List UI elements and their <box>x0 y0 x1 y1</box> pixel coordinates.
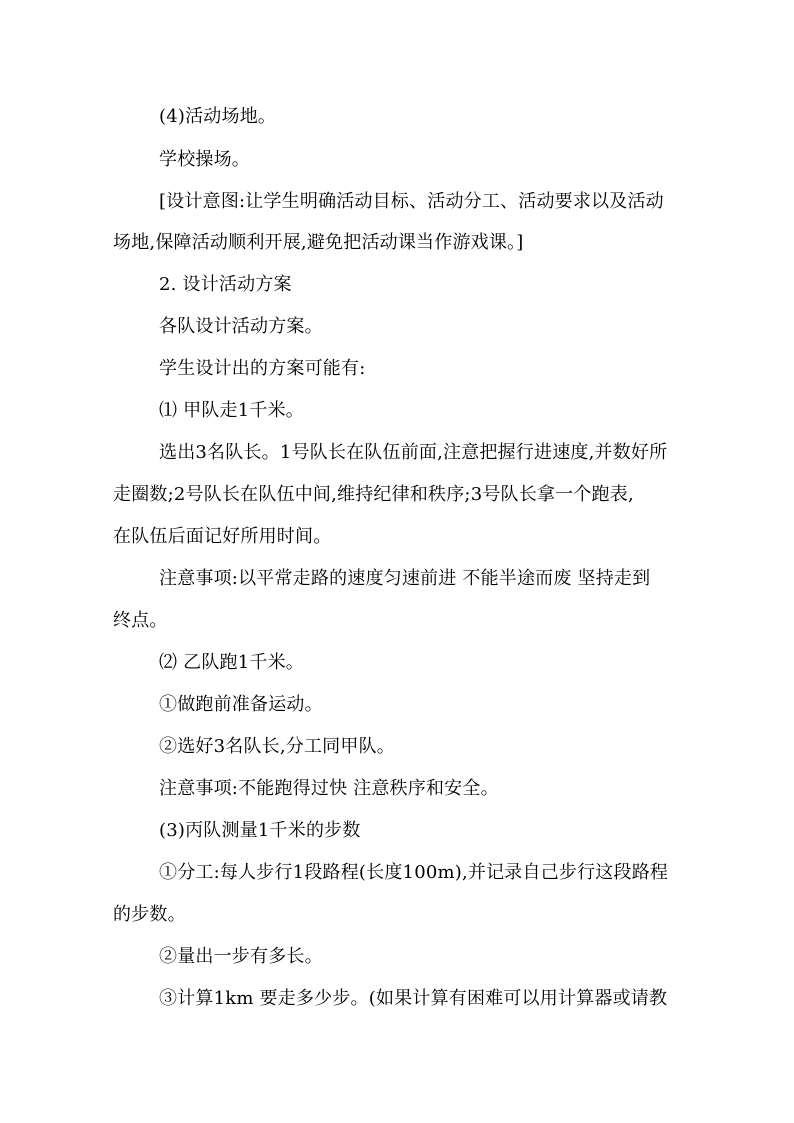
paragraph-line: (3)丙队测量1千米的步数 <box>159 820 361 841</box>
paragraph-line: ②选好3名队长,分工同甲队。 <box>159 736 395 757</box>
paragraph-line: ⑵ 乙队跑1千米。 <box>159 652 304 673</box>
section-heading: 2. 设计活动方案 <box>159 274 292 295</box>
paragraph-line: ①做跑前准备运动。 <box>159 694 323 715</box>
paragraph-line: 学校操场。 <box>159 149 250 170</box>
paragraph-line: 学生设计出的方案可能有: <box>159 358 366 379</box>
paragraph-line: 终点。 <box>113 610 168 631</box>
paragraph-line: 在队伍后面记好所用时间。 <box>113 526 332 547</box>
paragraph-line: 注意事项:以平常走路的速度匀速前进 不能半途而废 坚持走到 <box>159 568 651 589</box>
paragraph-line: 选出3名队长。1号队长在队伍前面,注意把握行进速度,并数好所 <box>159 442 668 463</box>
paragraph-line: ①分工:每人步行1段路程(长度100m),并记录自己步行这段路程 <box>159 862 669 883</box>
paragraph-line: 场地,保障活动顺利开展,避免把活动课当作游戏课。] <box>113 232 524 253</box>
paragraph-line: ⑴ 甲队走1千米。 <box>159 400 304 421</box>
paragraph-line: 走圈数;2号队长在队伍中间,维持纪律和秩序;3号队长拿一个跑表, <box>113 484 634 505</box>
paragraph-line: 各队设计活动方案。 <box>159 316 323 337</box>
paragraph-line: ②量出一步有多长。 <box>159 946 323 967</box>
paragraph-line: 注意事项:不能跑得过快 注意秩序和安全。 <box>159 778 499 799</box>
paragraph-line: ③计算1km 要走多少步。(如果计算有困难可以用计算器或请教 <box>159 988 668 1009</box>
paragraph-line: (4)活动场地。 <box>159 106 277 127</box>
paragraph-line: [设计意图:让学生明确活动目标、活动分工、活动要求以及活动 <box>159 191 664 212</box>
paragraph-line: 的步数。 <box>113 904 186 925</box>
